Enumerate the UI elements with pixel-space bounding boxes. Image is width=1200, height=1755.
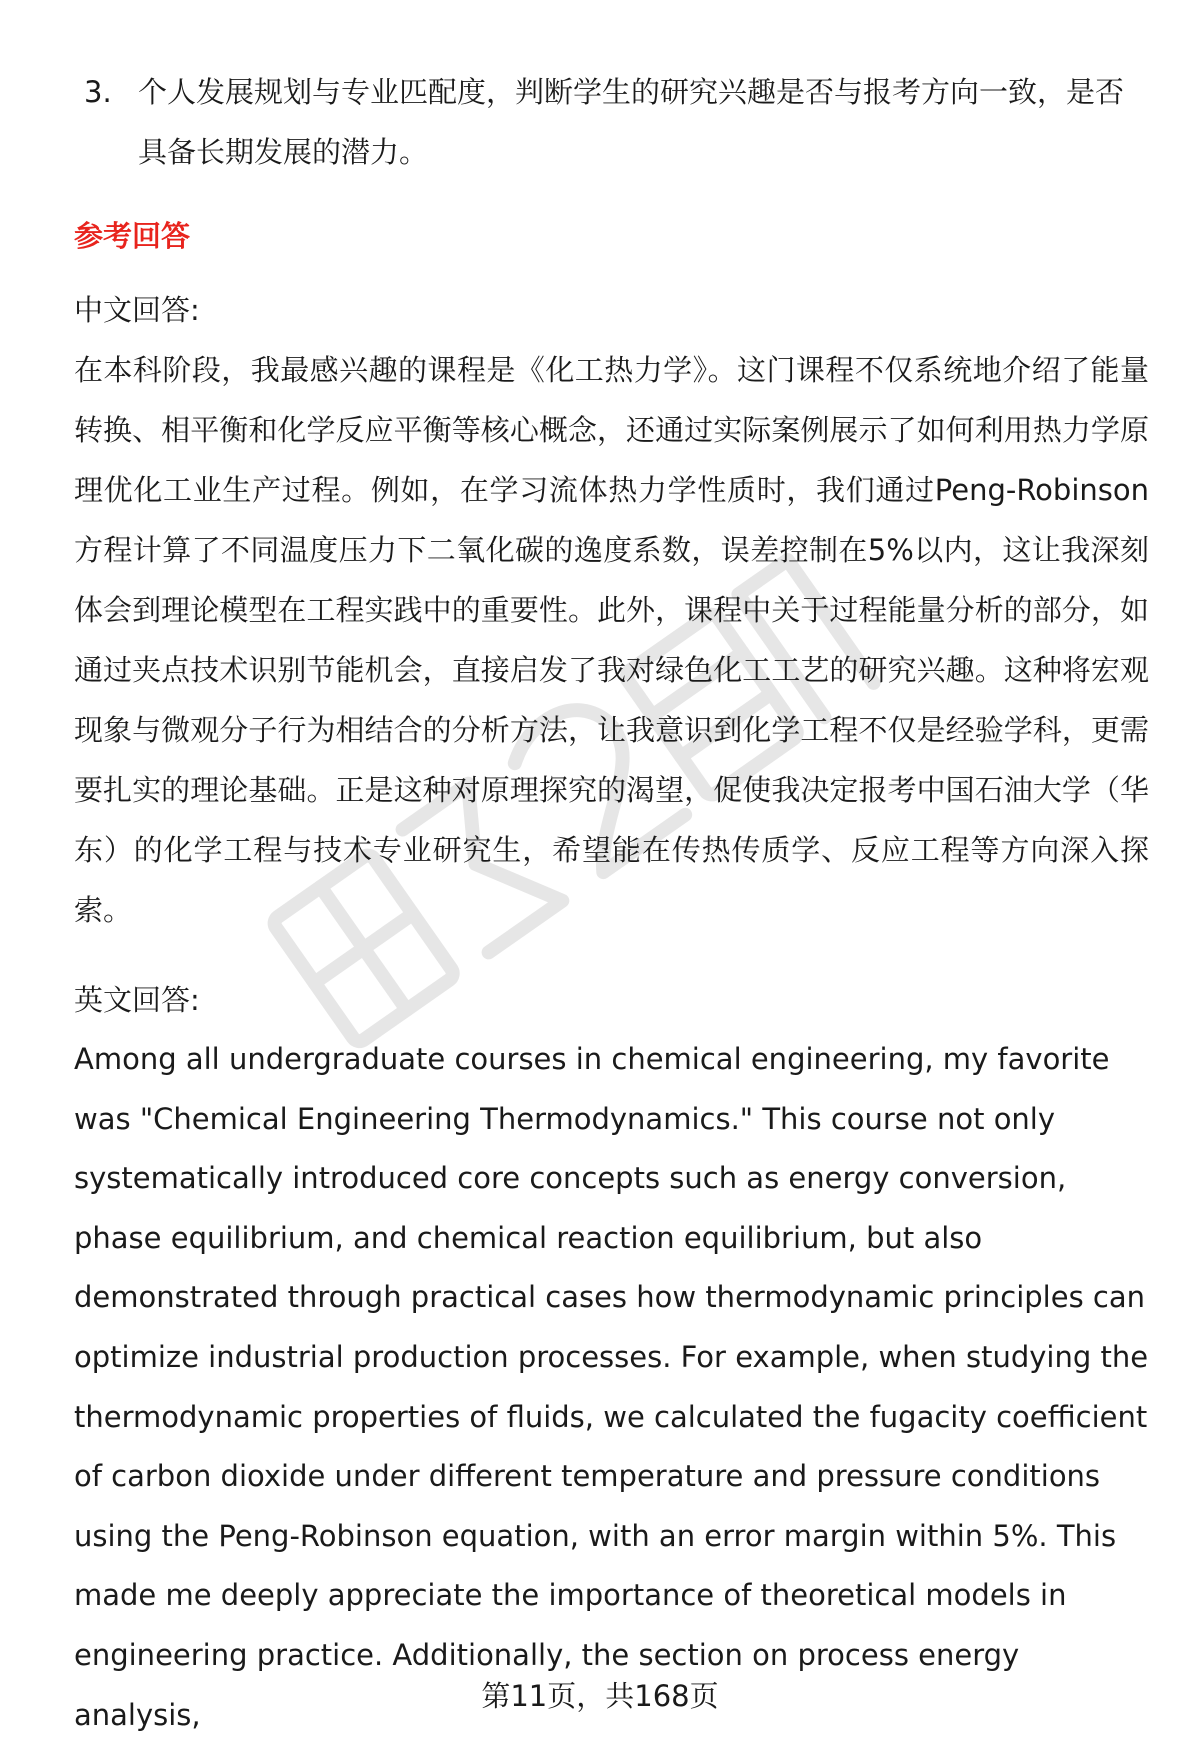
section-spacer: [74, 940, 1149, 970]
english-answer-body: Among all undergraduate courses in chemical engineering, my favorite was "Chemical Engineering Thermodynamics." This course not only systematically introduced core concepts such as energy conversion, phase equilibrium, and chemical reaction equilibrium, but also demonstrated through practical cases how thermodynamic principles can optimize industrial production processes. For example, when studying the thermodynamic properties of fluids, we calculated the fugacity coefficient of carbon dioxide under different temperature and pressure conditions using the Peng-Robinson equation, with an error margin within 5%. This made me deeply appreciate the importance of theoretical models in engineering practice. Additionally, the section on process energy analysis,: [74, 1042, 1149, 1732]
list-number: 3.: [84, 75, 112, 109]
page-number: 第11页，共168页: [481, 1679, 719, 1713]
list-text: 个人发展规划与专业匹配度，判断学生的研究兴趣是否与报考方向一致，是否具备长期发展的潜力。: [138, 75, 1125, 169]
chinese-answer-heading: 中文回答:: [74, 293, 200, 327]
document-content: [74, 62, 1149, 1745]
list-item: [74, 62, 1149, 182]
chinese-answer-body: 在本科阶段，我最感兴趣的课程是《化工热力学》。这门课程不仅系统地介绍了能量转换、相平衡和化学反应平衡等核心概念，还通过实际案例展示了如何利用热力学原理优化工业生产过程。例如，在学习流体热力学性质时，我们通过Peng-Robinson方程计算了不同温度压力下二氧化碳的逸度系数，误差控制在5%以内，这让我深刻体会到理论模型在工程实践中的重要性。此外，课程中关于过程能量分析的部分，如通过夹点技术识别节能机会，直接启发了我对绿色化工工艺的研究兴趣。这种将宏观现象与微观分子行为相结合的分析方法，让我意识到化学工程不仅是经验学科，更需要扎实的理论基础。正是这种对原理探究的渴望，促使我决定报考中国石油大学（华东）的化学工程与技术专业研究生，希望能在传热传质学、反应工程等方向深入探索。: [74, 353, 1149, 927]
english-answer-heading: 英文回答:: [74, 983, 200, 1017]
reference-answer-heading: 参考回答: [74, 219, 191, 253]
